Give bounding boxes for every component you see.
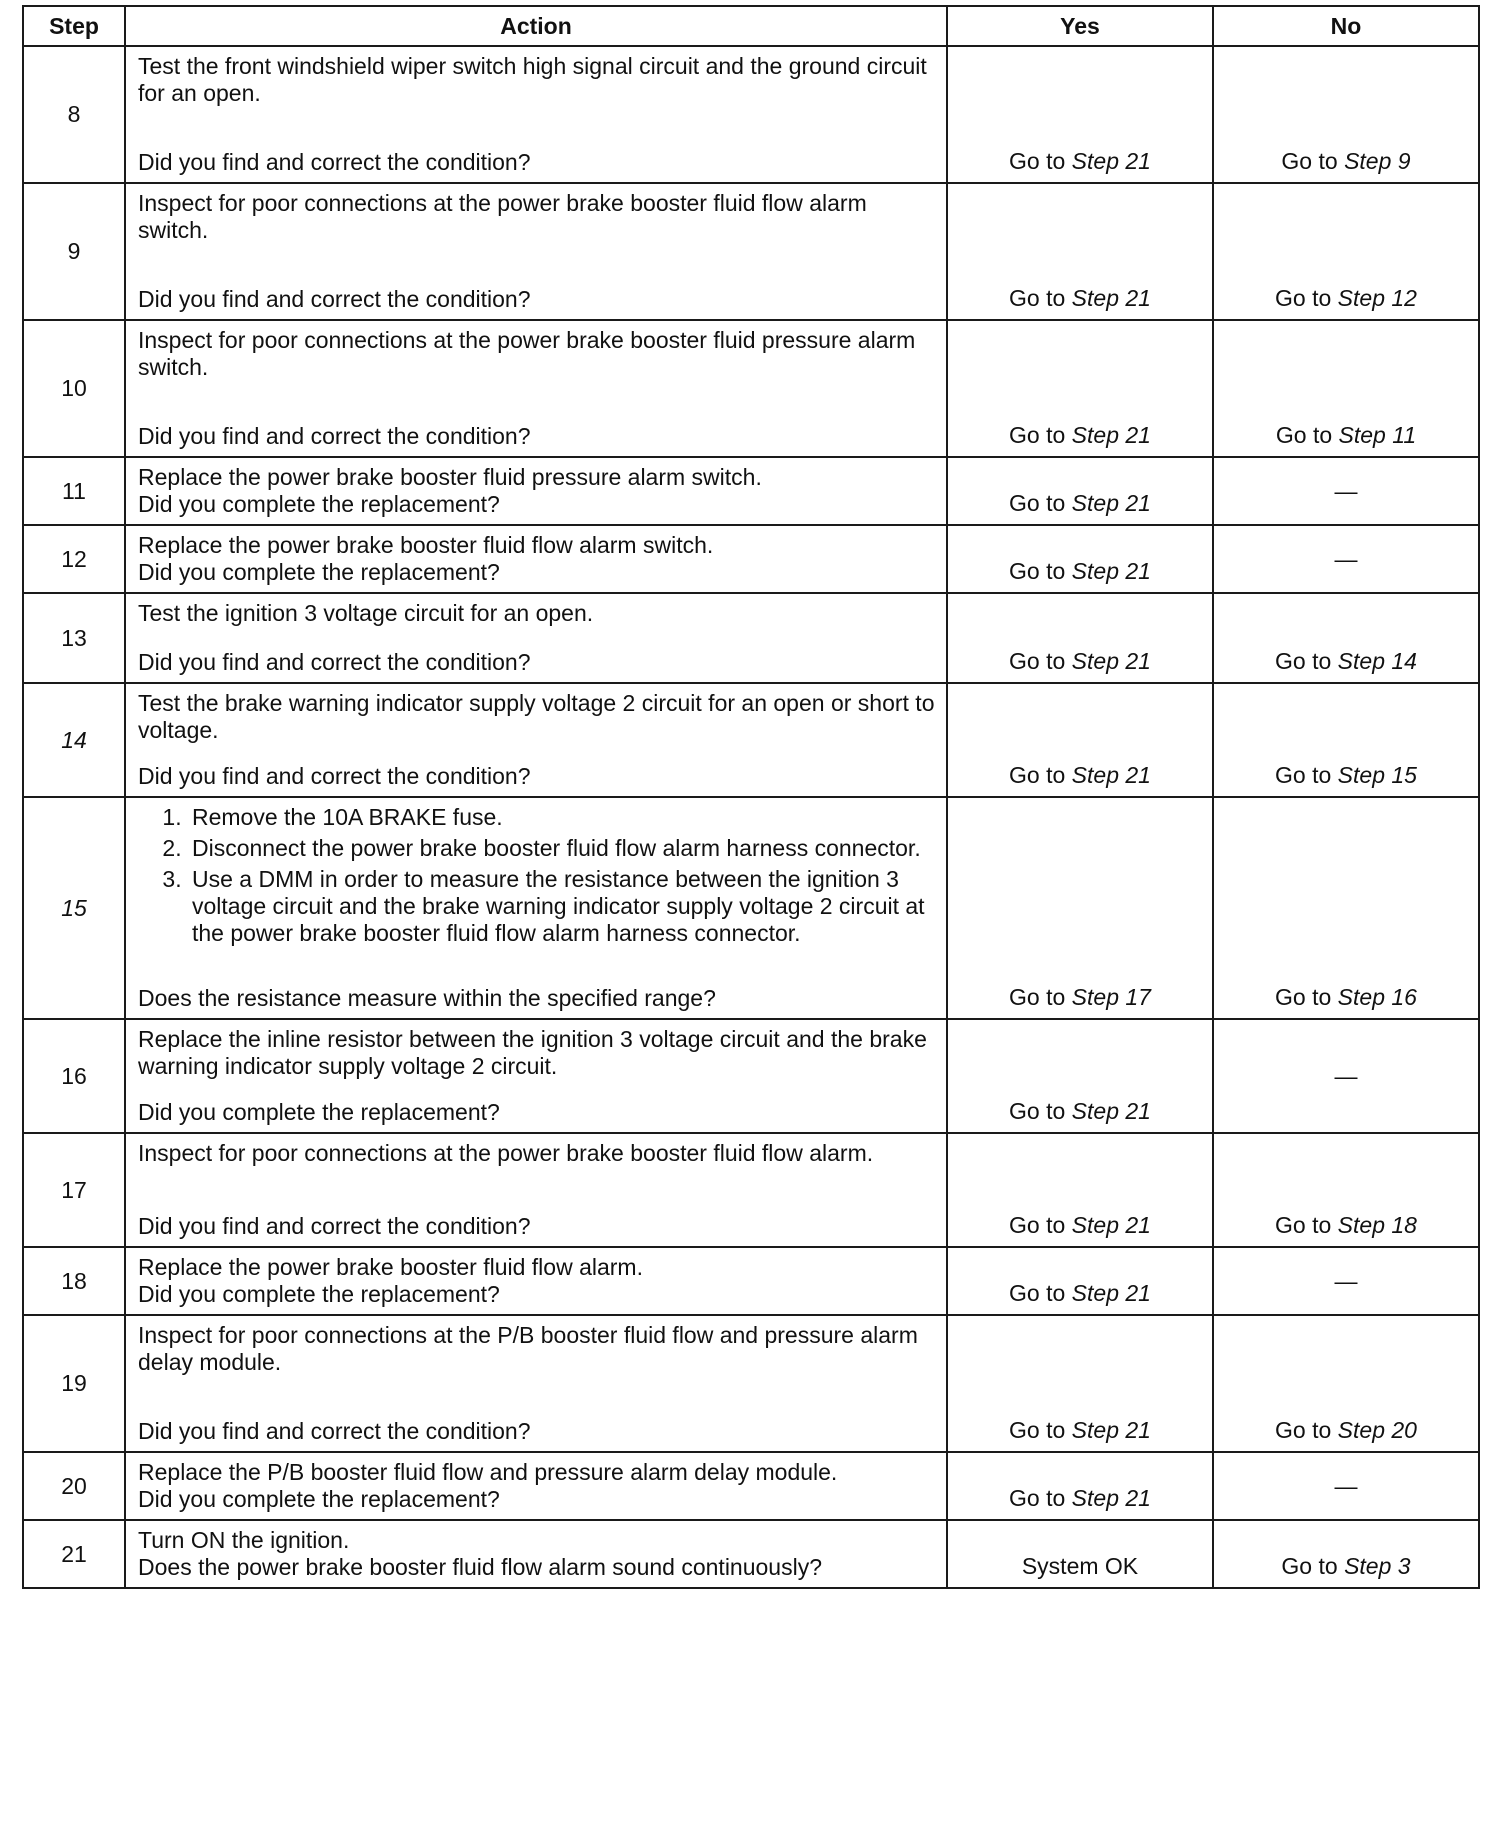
table-row — [23, 1133, 1479, 1247]
yes-step-link[interactable]: Step 21 — [1071, 1485, 1151, 1511]
no-cell — [1213, 1019, 1479, 1133]
yes-step-link[interactable]: Step 21 — [1071, 1098, 1151, 1124]
no-prefix: Go to — [1275, 762, 1338, 788]
header-row — [23, 6, 1479, 46]
yes-step-link[interactable]: Step 21 — [1071, 1280, 1151, 1306]
action-cell — [125, 1520, 947, 1588]
step-number: 14 — [23, 683, 125, 797]
yes-prefix: Go to — [1009, 148, 1072, 174]
step-number: 11 — [23, 457, 125, 525]
yes-step-link[interactable]: Step 21 — [1071, 1417, 1151, 1443]
action-text: Test the front windshield wiper switch high signal circuit and the ground circuit for an open. — [138, 53, 927, 106]
step-number: 17 — [23, 1133, 125, 1247]
no-cell — [1213, 183, 1479, 320]
no-step-link[interactable]: Step 12 — [1337, 285, 1417, 311]
step-number: 8 — [23, 46, 125, 183]
no-cell — [1213, 1247, 1479, 1315]
procedure-step: 1. Remove the 10A BRAKE fuse. — [188, 804, 936, 831]
no-cell — [1213, 593, 1479, 683]
action-text: Replace the power brake booster fluid flow alarm switch. — [138, 532, 714, 558]
no-cell — [1213, 1315, 1479, 1452]
yes-cell — [947, 1520, 1213, 1588]
yes-step-link[interactable]: Step 21 — [1071, 490, 1151, 516]
action-text: Inspect for poor connections at the power brake booster fluid flow alarm switch. — [138, 190, 867, 243]
yes-step-link[interactable]: Step 21 — [1071, 1212, 1151, 1238]
table-row — [23, 1452, 1479, 1520]
yes-prefix: Go to — [1009, 1417, 1072, 1443]
action-question: Did you complete the replacement? — [138, 1099, 500, 1125]
no-cell — [1213, 1520, 1479, 1588]
action-cell — [125, 46, 947, 183]
table-row — [23, 1019, 1479, 1133]
step-number: 19 — [23, 1315, 125, 1452]
action-cell — [125, 525, 947, 593]
no-prefix: Go to — [1281, 1553, 1345, 1579]
action-question: Does the power brake booster fluid flow alarm sound continuously? — [138, 1554, 822, 1580]
action-text: Replace the power brake booster fluid flow alarm. — [138, 1254, 643, 1280]
no-step-link[interactable]: Step 16 — [1337, 984, 1417, 1010]
action-cell — [125, 320, 947, 457]
procedure-step: 2. Disconnect the power brake booster fluid flow alarm harness connector. — [188, 835, 936, 862]
no-prefix: Go to — [1275, 422, 1339, 448]
yes-prefix: Go to — [1009, 762, 1072, 788]
yes-prefix: Go to — [1009, 285, 1072, 311]
action-cell — [125, 1133, 947, 1247]
table-row — [23, 46, 1479, 183]
no-cell — [1213, 525, 1479, 593]
yes-cell — [947, 1315, 1213, 1452]
yes-prefix: Go to — [1009, 422, 1072, 448]
action-text: Test the ignition 3 voltage circuit for an open. — [138, 600, 594, 626]
no-cell — [1213, 1452, 1479, 1520]
no-cell — [1213, 320, 1479, 457]
action-cell — [125, 457, 947, 525]
step-number: 12 — [23, 525, 125, 593]
diagnostic-table — [22, 5, 1480, 1589]
header-no: No — [1213, 6, 1479, 46]
step-number: 10 — [23, 320, 125, 457]
yes-prefix: Go to — [1009, 984, 1072, 1010]
no-step-link[interactable]: Step 18 — [1337, 1212, 1417, 1238]
action-text: Inspect for poor connections at the power brake booster fluid pressure alarm switch. — [138, 327, 916, 380]
no-prefix: Go to — [1275, 1417, 1338, 1443]
no-cell — [1213, 683, 1479, 797]
no-step-link[interactable]: Step 14 — [1337, 648, 1417, 674]
no-prefix: Go to — [1275, 285, 1338, 311]
table-row — [23, 1520, 1479, 1588]
action-text: Turn ON the ignition. — [138, 1527, 350, 1553]
action-question: Did you find and correct the condition? — [138, 649, 531, 675]
action-text: Inspect for poor connections at the power brake booster fluid flow alarm. — [138, 1140, 874, 1166]
no-prefix: Go to — [1275, 984, 1338, 1010]
yes-step-link[interactable]: Step 21 — [1071, 558, 1151, 584]
no-prefix: Go to — [1275, 648, 1338, 674]
action-question: Did you find and correct the condition? — [138, 763, 531, 789]
yes-cell — [947, 1019, 1213, 1133]
table-row — [23, 593, 1479, 683]
yes-cell — [947, 46, 1213, 183]
yes-cell — [947, 320, 1213, 457]
no-cell — [1213, 1133, 1479, 1247]
action-question: Did you find and correct the condition? — [138, 1213, 531, 1239]
yes-prefix: Go to — [1009, 1485, 1072, 1511]
no-prefix: Go to — [1275, 1212, 1338, 1238]
no-dash: — — [1334, 477, 1358, 504]
yes-cell — [947, 593, 1213, 683]
yes-step-link[interactable]: Step 21 — [1071, 285, 1151, 311]
step-number: 20 — [23, 1452, 125, 1520]
no-cell — [1213, 46, 1479, 183]
action-question: Did you complete the replacement? — [138, 1486, 500, 1512]
yes-step-link[interactable]: Step 17 — [1071, 984, 1151, 1010]
table-row — [23, 1247, 1479, 1315]
action-text: Replace the inline resistor between the ignition 3 voltage circuit and the brake warning indicator supply voltage 2 circuit. — [138, 1026, 927, 1079]
yes-step-link[interactable]: Step 21 — [1071, 148, 1151, 174]
yes-cell — [947, 457, 1213, 525]
no-cell — [1213, 797, 1479, 1019]
action-text: Replace the P/B booster fluid flow and pressure alarm delay module. — [138, 1459, 838, 1485]
action-cell — [125, 1315, 947, 1452]
table-row — [23, 683, 1479, 797]
action-question: Did you find and correct the condition? — [138, 286, 531, 312]
action-question: Did you find and correct the condition? — [138, 1418, 531, 1444]
no-dash: — — [1334, 1062, 1358, 1089]
diagnostic-table-sheet — [22, 5, 1478, 1589]
action-cell — [125, 593, 947, 683]
action-text: Test the brake warning indicator supply voltage 2 circuit for an open or short to voltage. — [138, 690, 935, 743]
no-step-link[interactable]: Step 15 — [1337, 762, 1417, 788]
action-cell — [125, 1452, 947, 1520]
yes-step-link[interactable]: Step 21 — [1071, 422, 1151, 448]
yes-cell — [947, 525, 1213, 593]
yes-cell — [947, 1133, 1213, 1247]
step-number: 16 — [23, 1019, 125, 1133]
action-question: Did you complete the replacement? — [138, 1281, 500, 1307]
action-cell — [125, 1019, 947, 1133]
yes-cell — [947, 797, 1213, 1019]
step-number: 18 — [23, 1247, 125, 1315]
action-question: Does the resistance measure within the specified range? — [138, 985, 716, 1011]
yes-cell — [947, 1247, 1213, 1315]
table-row — [23, 183, 1479, 320]
action-text: Inspect for poor connections at the P/B booster fluid flow and pressure alarm delay module. — [138, 1322, 918, 1375]
table-row — [23, 1315, 1479, 1452]
yes-cell — [947, 183, 1213, 320]
yes-prefix: Go to — [1009, 1212, 1072, 1238]
yes-cell — [947, 683, 1213, 797]
yes-result: System OK — [1021, 1553, 1139, 1579]
table-row — [23, 797, 1479, 1019]
action-cell — [125, 1247, 947, 1315]
no-step-link[interactable]: Step 11 — [1338, 422, 1417, 448]
yes-prefix: Go to — [1009, 1280, 1072, 1306]
action-question: Did you complete the replacement? — [138, 491, 500, 517]
yes-prefix: Go to — [1009, 490, 1072, 516]
action-cell — [125, 183, 947, 320]
action-question: Did you complete the replacement? — [138, 559, 500, 585]
procedure-list — [138, 804, 936, 951]
no-prefix: Go to — [1281, 148, 1345, 174]
no-dash: — — [1334, 1267, 1358, 1294]
yes-prefix: Go to — [1009, 648, 1072, 674]
no-dash: — — [1334, 1472, 1358, 1499]
table-row — [23, 457, 1479, 525]
yes-prefix: Go to — [1009, 1098, 1072, 1124]
action-cell — [125, 797, 947, 1019]
procedure-step: 3. Use a DMM in order to measure the resistance between the ignition 3 voltage circuit and the brake warning indicator supply voltage 2 circuit at the power brake booster fluid flow alarm harness connector. — [188, 866, 936, 947]
header-yes: Yes — [947, 6, 1213, 46]
step-number: 15 — [23, 797, 125, 1019]
table-row — [23, 320, 1479, 457]
no-dash: — — [1334, 545, 1358, 572]
header-action: Action — [125, 6, 947, 46]
step-number: 9 — [23, 183, 125, 320]
yes-step-link[interactable]: Step 21 — [1071, 648, 1151, 674]
step-number: 13 — [23, 593, 125, 683]
yes-step-link[interactable]: Step 21 — [1071, 762, 1151, 788]
action-cell — [125, 683, 947, 797]
table-row — [23, 525, 1479, 593]
header-step: Step — [23, 6, 125, 46]
action-text: Replace the power brake booster fluid pressure alarm switch. — [138, 464, 762, 490]
action-question: Did you find and correct the condition? — [138, 149, 531, 175]
no-cell — [1213, 457, 1479, 525]
yes-cell — [947, 1452, 1213, 1520]
action-question: Did you find and correct the condition? — [138, 423, 531, 449]
no-step-link[interactable]: Step 20 — [1337, 1417, 1417, 1443]
yes-prefix: Go to — [1009, 558, 1072, 584]
step-number: 21 — [23, 1520, 125, 1588]
no-step-link[interactable]: Step 9 — [1344, 148, 1411, 174]
no-step-link[interactable]: Step 3 — [1344, 1553, 1411, 1579]
